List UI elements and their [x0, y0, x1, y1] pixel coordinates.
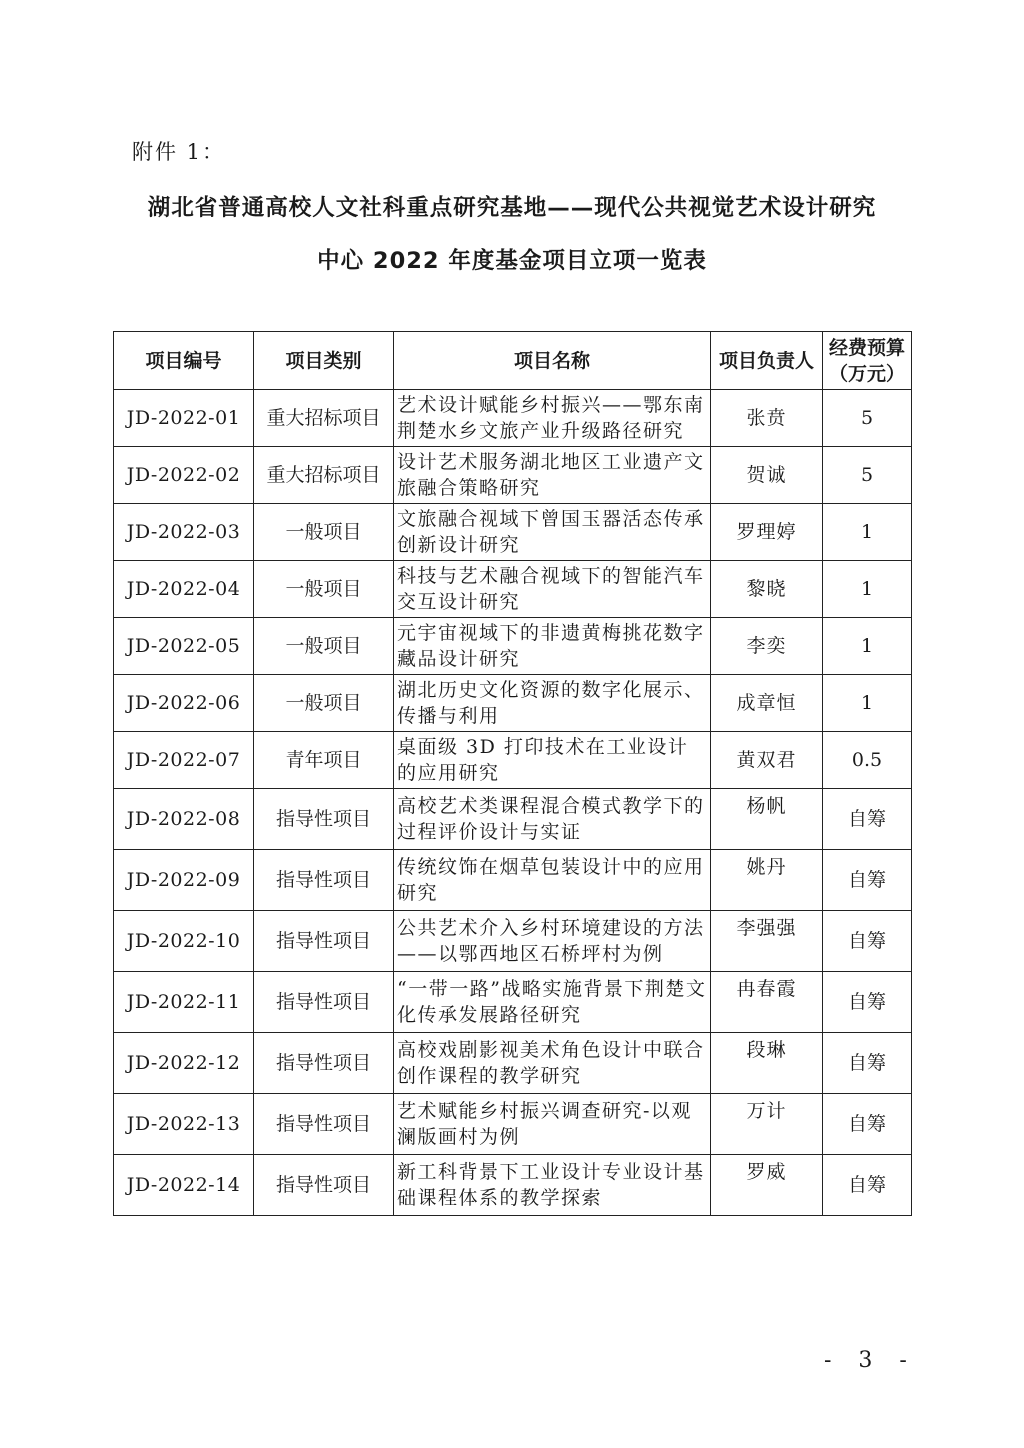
project-category-cell: 青年项目	[254, 732, 394, 789]
header-project-name: 项目名称	[394, 332, 711, 390]
project-category-cell: 指导性项目	[254, 789, 394, 850]
budget-cell: 自筹	[823, 789, 912, 850]
budget-cell: 1	[823, 561, 912, 618]
project-name-cell: 新工科背景下工业设计专业设计基础课程体系的教学探索	[394, 1155, 711, 1216]
project-code-cell: JD-2022-10	[114, 911, 254, 972]
budget-cell: 1	[823, 504, 912, 561]
table-row	[114, 390, 912, 447]
project-leader-cell: 罗理婷	[711, 504, 823, 561]
project-code-cell: JD-2022-14	[114, 1155, 254, 1216]
project-code-cell: JD-2022-03	[114, 504, 254, 561]
project-category-cell: 指导性项目	[254, 1033, 394, 1094]
table-row	[114, 447, 912, 504]
budget-cell: 1	[823, 675, 912, 732]
document-title-line-1: 湖北省普通高校人文社科重点研究基地——现代公共视觉艺术设计研究	[147, 195, 877, 221]
project-leader-cell: 杨帆	[711, 789, 823, 850]
budget-cell: 自筹	[823, 972, 912, 1033]
project-code-cell: JD-2022-13	[114, 1094, 254, 1155]
project-name-cell: 艺术设计赋能乡村振兴——鄂东南荆楚水乡文旅产业升级路径研究	[394, 390, 711, 447]
budget-cell: 自筹	[823, 1033, 912, 1094]
project-name-cell: 湖北历史文化资源的数字化展示、传播与利用	[394, 675, 711, 732]
project-name-cell: 桌面级 3D 打印技术在工业设计的应用研究	[394, 732, 711, 789]
table-row	[114, 1155, 912, 1216]
table-header-row	[114, 332, 912, 390]
project-category-cell: 一般项目	[254, 504, 394, 561]
project-code-cell: JD-2022-01	[114, 390, 254, 447]
table-row	[114, 1033, 912, 1094]
header-budget-line-1: 经费预算	[828, 336, 905, 359]
project-name-cell: “一带一路”战略实施背景下荆楚文化传承发展路径研究	[394, 972, 711, 1033]
table-row	[114, 972, 912, 1033]
header-budget-line-2: （万元）	[828, 362, 905, 385]
table-row	[114, 732, 912, 789]
header-budget	[823, 332, 912, 390]
project-code-cell: JD-2022-04	[114, 561, 254, 618]
budget-cell: 5	[823, 390, 912, 447]
table-row	[114, 911, 912, 972]
project-name-cell: 高校戏剧影视美术角色设计中联合创作课程的教学研究	[394, 1033, 711, 1094]
project-category-cell: 重大招标项目	[254, 390, 394, 447]
project-name-cell: 设计艺术服务湖北地区工业遗产文旅融合策略研究	[394, 447, 711, 504]
header-project-category: 项目类别	[254, 332, 394, 390]
project-category-cell: 一般项目	[254, 675, 394, 732]
project-leader-cell: 黄双君	[711, 732, 823, 789]
project-category-cell: 指导性项目	[254, 1094, 394, 1155]
project-leader-cell: 段琳	[711, 1033, 823, 1094]
table-row	[114, 675, 912, 732]
table-row	[114, 618, 912, 675]
budget-cell: 自筹	[823, 1155, 912, 1216]
table-row	[114, 1094, 912, 1155]
header-project-code: 项目编号	[114, 332, 254, 390]
table-row	[114, 504, 912, 561]
project-leader-cell: 姚丹	[711, 850, 823, 911]
project-leader-cell: 李强强	[711, 911, 823, 972]
project-table	[113, 331, 912, 1216]
project-leader-cell: 成章恒	[711, 675, 823, 732]
project-category-cell: 一般项目	[254, 618, 394, 675]
project-name-cell: 元宇宙视域下的非遗黄梅挑花数字藏品设计研究	[394, 618, 711, 675]
project-leader-cell: 冉春霞	[711, 972, 823, 1033]
header-project-leader: 项目负责人	[711, 332, 823, 390]
page-number: - 3 -	[824, 1348, 917, 1373]
project-leader-cell: 李奕	[711, 618, 823, 675]
project-code-cell: JD-2022-02	[114, 447, 254, 504]
budget-cell: 0.5	[823, 732, 912, 789]
budget-cell: 自筹	[823, 1094, 912, 1155]
project-category-cell: 一般项目	[254, 561, 394, 618]
project-leader-cell: 张贲	[711, 390, 823, 447]
project-code-cell: JD-2022-07	[114, 732, 254, 789]
project-category-cell: 指导性项目	[254, 911, 394, 972]
project-name-cell: 公共艺术介入乡村环境建设的方法——以鄂西地区石桥坪村为例	[394, 911, 711, 972]
table-row	[114, 789, 912, 850]
project-category-cell: 指导性项目	[254, 850, 394, 911]
project-code-cell: JD-2022-08	[114, 789, 254, 850]
project-category-cell: 指导性项目	[254, 1155, 394, 1216]
project-leader-cell: 罗威	[711, 1155, 823, 1216]
budget-cell: 自筹	[823, 850, 912, 911]
budget-cell: 自筹	[823, 911, 912, 972]
budget-cell: 1	[823, 618, 912, 675]
project-code-cell: JD-2022-09	[114, 850, 254, 911]
project-leader-cell: 黎晓	[711, 561, 823, 618]
project-leader-cell: 贺诚	[711, 447, 823, 504]
project-name-cell: 高校艺术类课程混合模式教学下的过程评价设计与实证	[394, 789, 711, 850]
table-row	[114, 850, 912, 911]
document-title-line-2: 中心 2022 年度基金项目立项一览表	[317, 248, 707, 274]
project-name-cell: 科技与艺术融合视域下的智能汽车交互设计研究	[394, 561, 711, 618]
project-leader-cell: 万计	[711, 1094, 823, 1155]
project-category-cell: 指导性项目	[254, 972, 394, 1033]
project-category-cell: 重大招标项目	[254, 447, 394, 504]
project-name-cell: 文旅融合视域下曾国玉器活态传承创新设计研究	[394, 504, 711, 561]
project-code-cell: JD-2022-12	[114, 1033, 254, 1094]
attachment-label: 附件 1：	[132, 140, 226, 164]
budget-cell: 5	[823, 447, 912, 504]
project-code-cell: JD-2022-11	[114, 972, 254, 1033]
table-row	[114, 561, 912, 618]
project-code-cell: JD-2022-06	[114, 675, 254, 732]
project-name-cell: 艺术赋能乡村振兴调查研究-以观澜版画村为例	[394, 1094, 711, 1155]
project-code-cell: JD-2022-05	[114, 618, 254, 675]
project-name-cell: 传统纹饰在烟草包装设计中的应用研究	[394, 850, 711, 911]
